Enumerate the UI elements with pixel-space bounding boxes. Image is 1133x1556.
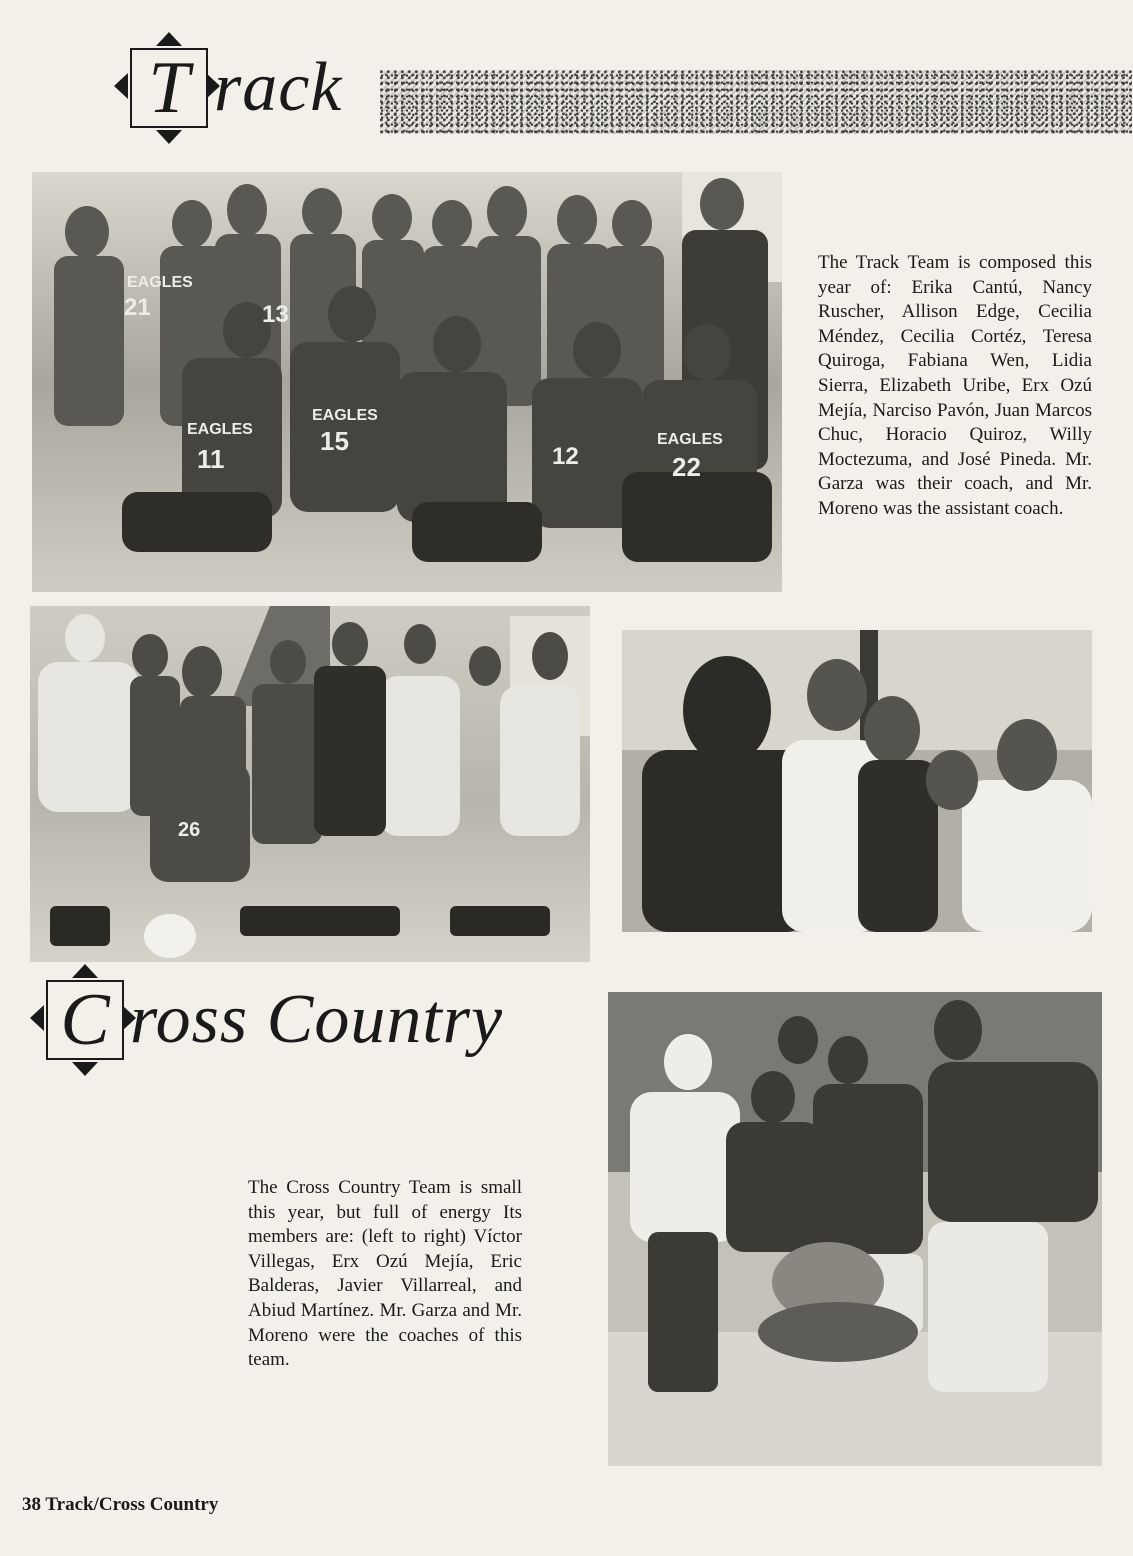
track-heading-text: rack — [214, 49, 343, 126]
jersey-team-3: EAGLES — [312, 407, 378, 424]
jersey-number-4: 15 — [320, 426, 349, 456]
cross-country-initial-letter: C — [46, 980, 124, 1060]
track-heading — [120, 36, 342, 140]
page-folio: 38 Track/Cross Country — [22, 1494, 219, 1515]
jersey-number-7: 26 — [178, 819, 201, 841]
cross-country-caption: The Cross Country Team is small this year, but full of energy Its members are: (left to right) Víctor Villegas, Erx Ozú Mejía, Eric Balderas, Javier Villarreal, and Abiud Martínez. Mr. Garza and Mr. Moreno were the coaches of this team. — [248, 1177, 522, 1371]
heading-texture-band — [380, 70, 1132, 134]
jersey-number-5: 12 — [552, 443, 579, 470]
jersey-number-2: 13 — [262, 301, 289, 328]
track-caption: The Track Team is composed this year of: Erika Cantú, Nancy Ruscher, Allison Edge, Cecilia Méndez, Cecilia Cortéz, Teresa Quiroga, Fabiana Wen, Lidia Sierra, Elizabeth Uribe, Erx Ozú Mejía, Narciso Pavón, Juan Marcos Chuc, Horacio Quiroz, Willy Moctezuma, and José Pineda. Mr. Garza was their coach, and Mr. Moreno was the assistant coach. — [818, 252, 1092, 519]
cross-country-team-photo — [608, 992, 1102, 1466]
jersey-team-4: EAGLES — [657, 431, 723, 448]
track-initial-frame — [120, 36, 216, 140]
jersey-team-1: EAGLES — [127, 274, 193, 291]
jersey-number-6: 22 — [672, 452, 701, 482]
track-initial-letter: T — [130, 48, 208, 128]
jersey-number-3: 11 — [197, 444, 225, 474]
cross-country-heading-text: ross Country — [130, 981, 504, 1058]
cross-country-heading — [36, 968, 503, 1072]
jersey-team-2: EAGLES — [187, 421, 253, 438]
track-group-photo — [30, 606, 590, 962]
track-team-photo — [32, 172, 782, 592]
cross-country-initial-frame — [36, 968, 132, 1072]
jersey-number-1: 21 — [124, 294, 151, 321]
track-closeup-photo — [622, 630, 1092, 932]
